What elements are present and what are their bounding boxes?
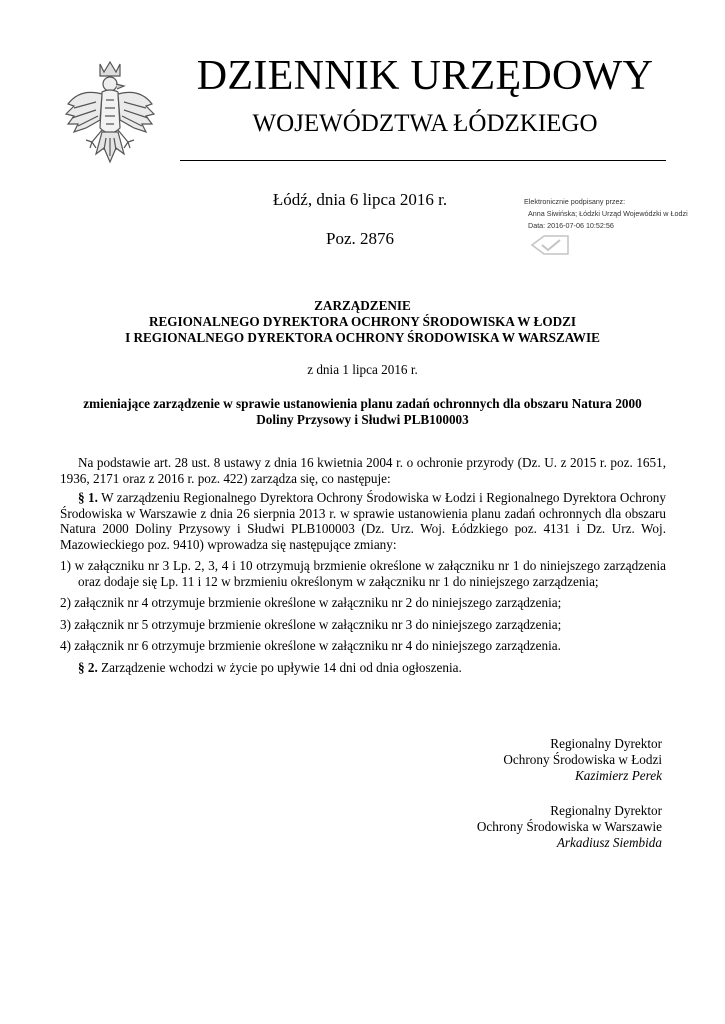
signature-caption: Elektronicznie podpisany przez: bbox=[524, 197, 626, 206]
signatory-name: Kazimierz Perek bbox=[574, 768, 662, 783]
act-issuer-2: I REGIONALNEGO DYREKTORA OCHRONY ŚRODOWISKA W WARSZAWIE bbox=[125, 330, 600, 345]
signatory-name: Arkadiusz Siembida bbox=[556, 835, 662, 850]
signatory-office: Ochrony Środowiska w Warszawie bbox=[476, 819, 662, 834]
signatory-warszawa bbox=[432, 803, 662, 851]
signature-date: Data: 2016-07-06 10:52:56 bbox=[528, 221, 614, 230]
polish-eagle-emblem-icon bbox=[62, 58, 158, 170]
masthead-title: DZIENNIK URZĘDOWY bbox=[196, 53, 654, 99]
publication-date: Łódź, dnia 6 lipca 2016 r. bbox=[272, 190, 448, 209]
signature-check-icon bbox=[530, 234, 570, 256]
preamble: Na podstawie art. 28 ust. 8 ustawy z dnia 16 kwietnia 2004 r. o ochronie przyrody (Dz. U. z 2015 r. poz. 1651, 1936, 2171 oraz z 2016 r. poz. 422) zarządza się, co następuje: bbox=[60, 455, 666, 486]
paragraph-2-text: Zarządzenie wchodzi w życie po upływie 14 dni od dnia ogłoszenia. bbox=[101, 659, 462, 675]
signatory-office: Ochrony Środowiska w Łodzi bbox=[503, 752, 662, 767]
act-subject-1: zmieniające zarządzenie w sprawie ustanowienia planu zadań ochronnych dla obszaru Natura 2000 bbox=[83, 396, 642, 411]
paragraph-1-label: § 1. bbox=[78, 490, 98, 505]
paragraph-1-text: W zarządzeniu Regionalnego Dyrektora Ochrony Środowiska w Łodzi i Regionalnego Dyrektora Ochrony Środowiska w Warszawie z dnia 26 sierpnia 2013 r. w sprawie ustanowienia planu zadań ochronnych dla obszaru Natura 2000 Doliny Przysowy i Słudwi PLB100003 (Dz. Urz. Woj. Łódzkiego poz. 4131 i Dz. Urz. Woj. Mazowieckiego poz. 9410) wprowadza się następujące zmiany: bbox=[60, 490, 666, 552]
signatory-title: Regionalny Dyrektor bbox=[550, 803, 662, 818]
document-body bbox=[60, 455, 666, 675]
amendment-item-2: 2) załącznik nr 4 otrzymuje brzmienie określone w załączniku nr 2 do niniejszego zarządzenia; bbox=[60, 595, 562, 610]
masthead-subtitle: WOJEWÓDZTWA ŁÓDZKIEGO bbox=[252, 110, 598, 137]
paragraph-1 bbox=[60, 490, 666, 552]
act-type: ZARZĄDZENIE bbox=[314, 298, 411, 313]
amendment-item-4: 4) załącznik nr 6 otrzymuje brzmienie określone w załączniku nr 4 do niniejszego zarządzenia. bbox=[60, 638, 561, 653]
signatory-title: Regionalny Dyrektor bbox=[550, 736, 662, 751]
act-subject-2: Doliny Przysowy i Słudwi PLB100003 bbox=[256, 412, 469, 427]
amendment-item-1: 1) w załączniku nr 3 Lp. 2, 3, 4 i 10 otrzymują brzmienie określone w załączniku nr 1 do niniejszego zarządzenia oraz dodaje się Lp. 11 i 12 w brzmieniu określonym w załączniku nr 1 do niniejszego zarządzenia; bbox=[60, 558, 666, 589]
signatory-lodz bbox=[432, 736, 662, 784]
act-date: z dnia 1 lipca 2016 r. bbox=[307, 362, 418, 377]
header-divider bbox=[180, 160, 666, 161]
paragraph-2 bbox=[60, 660, 666, 676]
signature-signer: Anna Siwińska; Łódzki Urząd Wojewódzki w Łodzi bbox=[528, 209, 688, 218]
act-issuer-1: REGIONALNEGO DYREKTORA OCHRONY ŚRODOWISKA W ŁODZI bbox=[148, 314, 577, 329]
position-number: Poz. 2876 bbox=[326, 229, 394, 248]
paragraph-2-label: § 2. bbox=[78, 659, 98, 675]
electronic-signature-info bbox=[524, 196, 714, 232]
amendment-item-3: 3) załącznik nr 5 otrzymuje brzmienie określone w załączniku nr 3 do niniejszego zarządzenia; bbox=[60, 616, 562, 632]
